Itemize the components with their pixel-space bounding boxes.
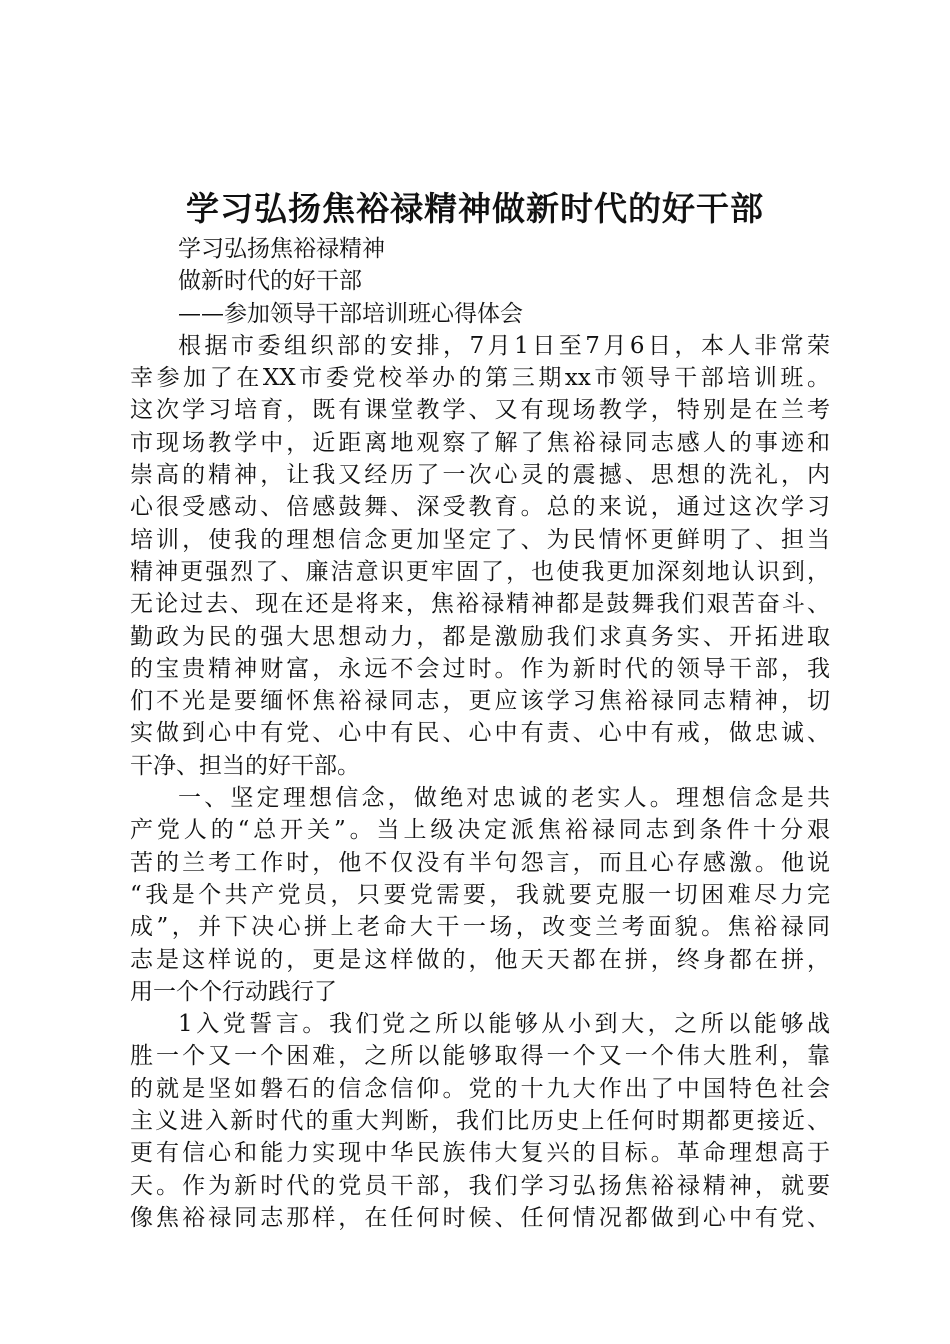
paragraph-line: 的就是坚如磐石的信念信仰。党的十九大作出了中国特色社会 bbox=[130, 1075, 830, 1102]
paragraph-line: 培训，使我的理想信念更加坚定了、为民情怀更鲜明了、担当 bbox=[130, 526, 830, 553]
paragraph-line: 天。作为新时代的党员干部，我们学习弘扬焦裕禄精神，就要 bbox=[130, 1172, 830, 1199]
paragraph-line: 的宝贵精神财富，永远不会过时。作为新时代的领导干部，我 bbox=[130, 655, 830, 682]
paragraph-line: 1入党誓言。我们党之所以能够从小到大，之所以能够战 bbox=[178, 1011, 830, 1038]
paragraph-line: 胜一个又一个困难，之所以能够取得一个又一个伟大胜利，靠 bbox=[130, 1043, 830, 1070]
paragraph-line: 像焦裕禄同志那样，在任何时候、任何情况都做到心中有党、 bbox=[130, 1204, 830, 1231]
paragraph-line: 这次学习培育，既有课堂教学、又有现场教学，特别是在兰考 bbox=[130, 397, 830, 424]
paragraph-line: 干净、担当的好干部。 bbox=[130, 752, 360, 779]
paragraph-line: 心很受感动、倍感鼓舞、深受教育。总的来说，通过这次学习 bbox=[130, 494, 830, 521]
paragraph-line: 幸参加了在XX市委党校举办的第三期xx市领导干部培训班。 bbox=[130, 365, 830, 392]
document-body bbox=[130, 233, 830, 1234]
paragraph-line: 志是这样说的，更是这样做的，他天天都在拼，终身都在拼， bbox=[130, 946, 830, 973]
paragraph-line: 市现场教学中，近距离地观察了解了焦裕禄同志感人的事迹和 bbox=[130, 429, 830, 456]
document-title: 学习弘扬焦裕禄精神做新时代的好干部 bbox=[186, 189, 764, 228]
paragraph-line: 们不光是要缅怀焦裕禄同志，更应该学习焦裕禄同志精神，切 bbox=[130, 688, 830, 715]
paragraph-line: 一、坚定理想信念，做绝对忠诚的老实人。理想信念是共 bbox=[178, 785, 830, 812]
paragraph-line: 更有信心和能力实现中华民族伟大复兴的目标。革命理想高于 bbox=[130, 1140, 830, 1167]
paragraph-line: 崇高的精神，让我又经历了一次心灵的震撼、思想的洗礼，内 bbox=[130, 462, 830, 489]
subtitle-line: 做新时代的好干部 bbox=[178, 268, 362, 295]
paragraph-line: 精神更强烈了、廉洁意识更牢固了，也使我更加深刻地认识到， bbox=[130, 558, 830, 585]
subtitle-line: 学习弘扬焦裕禄精神 bbox=[178, 236, 385, 262]
paragraph-line: 勤政为民的强大思想动力，都是激励我们求真务实、开拓进取 bbox=[130, 623, 830, 650]
paragraph-line: 用一个个行动践行了 bbox=[130, 978, 337, 1005]
paragraph-line: “我是个共产党员，只要党需要，我就要克服一切困难尽力完 bbox=[130, 881, 830, 908]
paragraph-line: 成”，并下决心拼上老命大干一场，改变兰考面貌。焦裕禄同 bbox=[130, 914, 830, 941]
paragraph-line: 无论过去、现在还是将来，焦裕禄精神都是鼓舞我们艰苦奋斗、 bbox=[130, 591, 830, 618]
subtitle-line: ——参加领导干部培训班心得体会 bbox=[178, 300, 523, 327]
paragraph-line: 产党人的“总开关”。当上级决定派焦裕禄同志到条件十分艰 bbox=[130, 817, 830, 844]
paragraph-line: 根据市委组织部的安排，7月1日至7月6日，本人非常荣 bbox=[178, 332, 830, 359]
paragraph-line: 主义进入新时代的重大判断，我们比历史上任何时期都更接近、 bbox=[130, 1108, 830, 1135]
paragraph-line: 实做到心中有党、心中有民、心中有责、心中有戒，做忠诚、 bbox=[130, 720, 830, 747]
paragraph-line: 苦的兰考工作时，他不仅没有半句怨言，而且心存感激。他说 bbox=[130, 849, 830, 876]
